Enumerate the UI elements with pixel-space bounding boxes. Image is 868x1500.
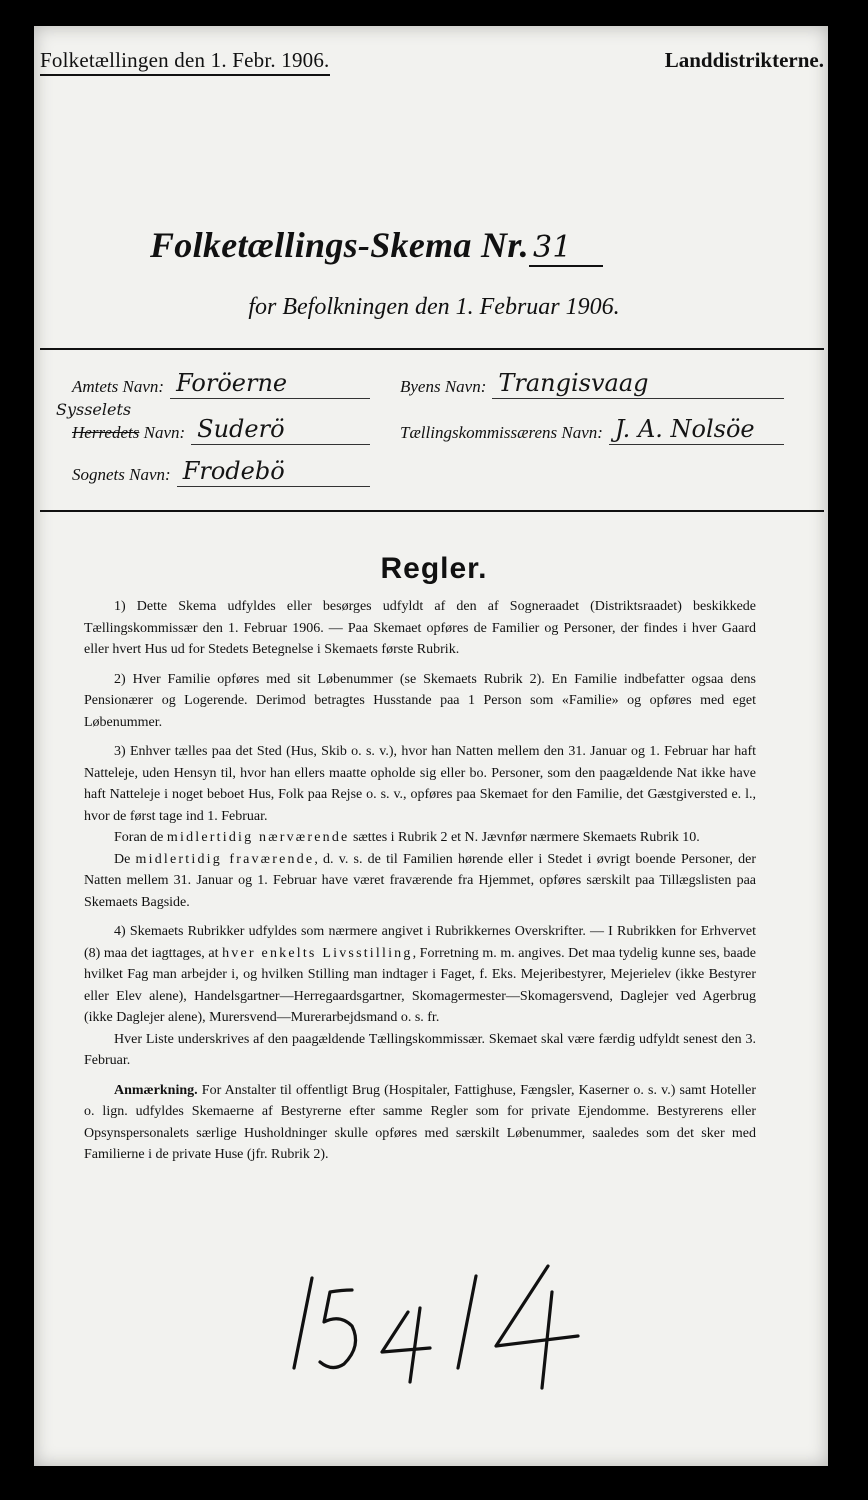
rule-3b-spaced: midlertidig nærværende	[166, 830, 350, 845]
sogn-field	[72, 456, 370, 487]
stroke-four-a	[382, 1312, 430, 1352]
header-bar	[40, 48, 824, 76]
form-title	[150, 224, 603, 267]
byen-value: Trangisvaag	[492, 368, 784, 399]
sogn-value: Frodebö	[177, 456, 370, 487]
herred-struck-word: Herredets	[72, 423, 140, 442]
form-number: 31	[529, 230, 603, 267]
rule-1: 1) Dette Skema udfyldes eller besørges udfyldt af den af Sogneraadet (Distriktsraadet) beskikkede Tællingskommissær den 1. Februar 1906. — Paa Skemaet opføres de Familier og Personer, der findes i hver Gaard eller hvert Hus ud for Stedets Betegnelse i Skemaets første Rubrik.	[84, 599, 756, 657]
byen-label: Byens Navn:	[400, 377, 487, 396]
herred-correction: Sysselets	[56, 400, 132, 419]
herred-label-rest: Navn:	[143, 423, 186, 442]
sogn-label: Sognets Navn:	[72, 465, 171, 484]
rule-3c-spaced: midlertidig fraværende	[135, 851, 315, 867]
stroke-five	[320, 1290, 356, 1368]
kommissaer-field	[400, 414, 784, 445]
rule-3c	[84, 849, 756, 914]
rule-5: Hver Liste underskrives af den paagældende Tællingskommissær. Skemaet skal være færdig udfyldt senest den 3. Februar.	[84, 1031, 756, 1068]
kommissaer-label: Tællingskommissærens Navn:	[400, 423, 603, 442]
top-divider	[40, 348, 824, 350]
rule-4	[84, 921, 756, 1029]
rule-4-spaced: hver enkelts Livsstilling	[222, 945, 413, 961]
note-text: For Anstalter til offentligt Brug (Hospitaler, Fattighuse, Fængsler, Kaserner o. s. v.) samt Hoteller o. lign. udfyldes Skemaerne af Bestyrerne efter samme Regler som for private Ejendomme. Bestyrerens eller Opsynspersonalets særlige Husholdninger skulle opføres med særskilt Løbenummer, saaledes som det sker med Familierne i de private Huse (jfr. Rubrik 2).	[84, 1082, 756, 1162]
amt-value: Foröerne	[170, 368, 370, 399]
rule-3b-post: sættes i Rubrik 2 et N. Jævnfør nærmere Skemaets Rubrik 10.	[349, 830, 700, 845]
note-label: Anmærkning.	[114, 1082, 198, 1098]
rule-3c-pre: De	[114, 851, 136, 867]
handwritten-archive-number	[290, 1250, 610, 1394]
stroke-one-a	[294, 1278, 312, 1368]
rule-3b-pre: Foran de	[114, 830, 167, 845]
handwritten-number-drawing	[290, 1250, 610, 1390]
stroke-four-b	[496, 1266, 578, 1346]
rule-3b	[84, 827, 756, 849]
rule-2: 2) Hver Familie opføres med sit Løbenummer (se Skemaets Rubrik 2). En Familie indbefatter ogsaa dens Pensionærer og Logerende. Derimod betragtes Husstande paa 1 Person som «Familie» og opføres med eget Løbenummer.	[84, 671, 756, 730]
amt-label: Amtets Navn:	[72, 377, 165, 396]
rule-4-post: , Forretning m. m. angives. Det maa tydelig kunne ses, baade hvilket Fag man arbejder i, og hvilken Stilling man indtager i Faget, f. Eks. Mejeribestyrer, Mejerielev (ikke Bestyrer eller Elev alene), Handelsgartner—Herregaardsgartner, Skomagermester—Skomagersvend, Daglejer ved Agerbrug (ikke Daglejer alene), Murersvend—Murerarbejdsmand o. s. fr.	[84, 945, 756, 1025]
kommissaer-value: J. A. Nolsöe	[609, 414, 784, 445]
rule-3c-post: , d. v. s. de til Familien hørende eller i Stedet i øvrigt boende Personer, der Natten mellem 31. Januar og 1. Februar have været fraværende fra Hjemmet, opføres særskilt paa Tillægslisten paa Skemaets Bagside.	[84, 851, 756, 910]
note	[84, 1080, 756, 1166]
form-subtitle: for Befolkningen den 1. Februar 1906.	[248, 294, 620, 320]
rules-text	[84, 596, 756, 1174]
herred-field	[72, 414, 370, 445]
herred-label	[72, 423, 185, 445]
census-date-header: Folketællingen den 1. Febr. 1906.	[40, 48, 330, 76]
rules-heading: Regler.	[380, 552, 488, 585]
stroke-four-a-stem	[410, 1308, 420, 1382]
rule-4-pre: 4) Skemaets Rubrikker udfyldes som nærmere angivet i Rubrikkernes Overskrifter. — I Rubrikken for Erhvervet (8) maa det iagttages, at	[84, 924, 756, 961]
district-type-header: Landdistrikterne.	[664, 48, 824, 72]
rule-3: 3) Enhver tælles paa det Sted (Hus, Skib o. s. v.), hvor han Natten mellem den 31. Januar og 1. Februar har haft Natteleje, uden Hensyn til, hvor han ellers maatte opholde sig eller bo. Personer, som den paagældende Nat ikke have haft Natteleje i noget beboet Hus, Folk paa Rejse o. s. v., opføres paa Skemaet for den Familie, det Gæstgiversted e. l., hvor de først tage ind 1. Februar.	[84, 744, 756, 824]
form-title-text: Folketællings-Skema Nr.	[150, 225, 529, 265]
herred-value: Suderö	[191, 414, 370, 445]
bottom-divider	[40, 510, 824, 512]
byen-field	[400, 368, 784, 399]
amt-field	[72, 368, 370, 399]
stroke-one-b	[458, 1276, 476, 1368]
